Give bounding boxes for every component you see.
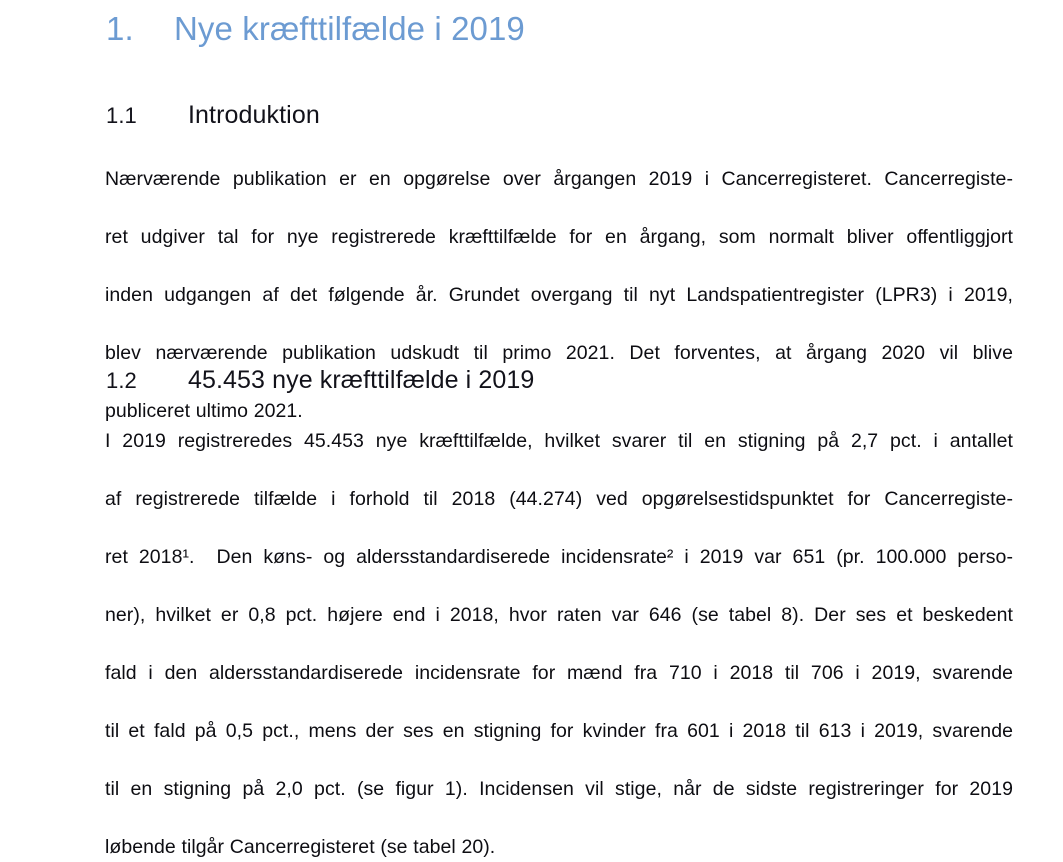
paragraph-line: publiceret ultimo 2021. <box>105 400 303 422</box>
chapter-heading <box>106 8 1016 49</box>
section-title-1-1: Introduktion <box>188 101 320 129</box>
section-number-1-2: 1.2 <box>106 368 137 393</box>
section-heading-introduktion <box>106 100 1016 131</box>
paragraph-line: ret 2018¹. Den køns- og aldersstandardiserede incidensrate² i 2019 var 651 (pr. 100.000 perso- <box>105 546 1013 568</box>
chapter-title: Nye kræfttilfælde i 2019 <box>174 10 525 47</box>
paragraph-line: af registrerede tilfælde i forhold til 2018 (44.274) ved opgørelsestidspunktet for Cancerregiste- <box>105 488 1013 510</box>
paragraph-line: I 2019 registreredes 45.453 nye kræfttilfælde, hvilket svarer til en stigning på 2,7 pct. i antallet <box>105 430 1013 452</box>
paragraph-line: Nærværende publikation er en opgørelse over årgangen 2019 i Cancerregisteret. Cancerregiste- <box>105 168 1013 190</box>
paragraph-line: inden udgangen af det følgende år. Grundet overgang til nyt Landspatientregister (LPR3) i 2019, <box>105 284 1013 306</box>
section-title-1-2: 45.453 nye kræfttilfælde i 2019 <box>188 366 535 394</box>
chapter-number: 1. <box>106 10 134 47</box>
section-heading-kraefttilfaelde <box>106 365 1016 396</box>
paragraph-line: fald i den aldersstandardiserede incidensrate for mænd fra 710 i 2018 til 706 i 2019, svarende <box>105 662 1013 684</box>
paragraph-line: til et fald på 0,5 pct., mens der ses en stigning for kvinder fra 601 i 2018 til 613 i 2019, svarende <box>105 720 1013 742</box>
paragraph-kraefttilfaelde <box>105 427 1013 862</box>
paragraph-line: blev nærværende publikation udskudt til primo 2021. Det forventes, at årgang 2020 vil blive <box>105 342 1013 364</box>
section-number-1-1: 1.1 <box>106 103 137 128</box>
paragraph-line: ner), hvilket er 0,8 pct. højere end i 2018, hvor raten var 646 (se tabel 8). Der ses et beskedent <box>105 604 1013 626</box>
paragraph-line: til en stigning på 2,0 pct. (se figur 1). Incidensen vil stige, når de sidste registreringer for 2019 <box>105 778 1013 800</box>
paragraph-line: løbende tilgår Cancerregisteret (se tabel 20). <box>105 836 496 858</box>
paragraph-line: ret udgiver tal for nye registrerede kræfttilfælde for en årgang, som normalt bliver offentliggjort <box>105 226 1013 248</box>
